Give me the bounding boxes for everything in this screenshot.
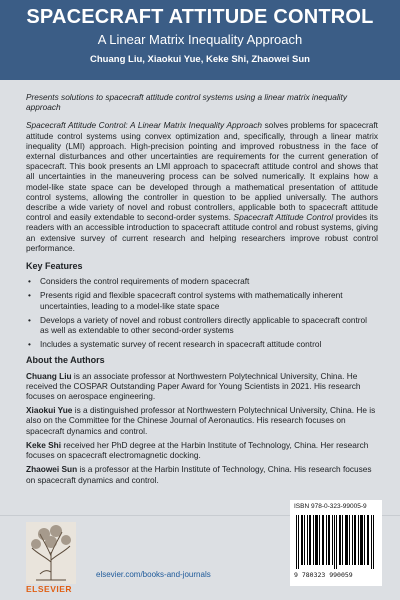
key-features-list — [26, 276, 378, 349]
publisher-url[interactable]: elsevier.com/books-and-journals — [96, 570, 211, 579]
isbn-number: ISBN 978-0-323-99005-9 — [294, 503, 367, 510]
author-bio-text: is a distinguished professor at Northwestern Polytechnical University, China. He is also on the Committee for the Chinese Journal of Aeronautics. His research focuses on spacecraft dynamics and control. — [26, 405, 376, 436]
key-features-heading: Key Features — [26, 261, 83, 272]
elsevier-tree-logo-icon — [26, 522, 76, 584]
author-list: Chuang Liu, Xiaokui Yue, Keke Shi, Zhaowei Sun — [90, 54, 310, 65]
back-cover-body — [26, 92, 378, 489]
author-bio — [26, 440, 378, 460]
isbn-barcode — [290, 500, 382, 586]
author-bio — [26, 464, 378, 484]
author-name: Keke Shi — [26, 439, 62, 450]
cover-header — [0, 0, 400, 80]
author-bio-text: is a professor at the Harbin Institute of Technology, China. His research focuses on spacecraft dynamics and control. — [26, 464, 372, 485]
description-book-title: Spacecraft Attitude Control: A Linear Matrix Inequality Approach — [26, 120, 262, 131]
barcode-digits: 9 780323 990059 — [294, 571, 353, 579]
feature-item: • Develops a variety of novel and robust controllers directly applicable to spacecraft control as well as extendable to other second-order systems — [26, 315, 378, 335]
author-name: Chuang Liu — [26, 370, 72, 381]
barcode-icon — [296, 515, 376, 569]
book-title: SPACECRAFT ATTITUDE CONTROL — [26, 6, 374, 28]
author-bio-text: received her PhD degree at the Harbin Institute of Technology, China. Her research focuses on spacecraft electromagnetic docking. — [26, 439, 369, 461]
author-bio — [26, 371, 378, 402]
book-subtitle: A Linear Matrix Inequality Approach — [97, 32, 303, 47]
description-part-1: solves problems for spacecraft attitude control systems using convex optimization and, specifically, through a linear matrix inequality (LMI) approach. High-precision pointing and improved robustness in the face of external disturbances and other uncertainties are requirements for the current generation of spacecraft. This book presents an LMI approach to spacecraft attitude control and shows that all uncertainties in the maneuvering process can be solved numerically. It explains how a model-like state space can be developed through a mathematical presentation of attitude control systems, allowing the controller in question to be applied universally. The authors describe a wide variety of novel and robust controllers, applicable both to spacecraft attitude control and easily extendable to second-order systems. — [26, 120, 378, 223]
author-bio — [26, 405, 378, 436]
tagline: Presents solutions to spacecraft attitude control systems using a linear matrix inequality approach — [26, 92, 347, 113]
author-name: Xiaokui Yue — [26, 405, 73, 416]
author-name: Zhaowei Sun — [26, 464, 78, 475]
description-part-2: provides its readers with an accessible introduction to spacecraft attitude control and robust systems, giving an extensive survey of current research and helping researchers improve robust control performance. — [26, 212, 378, 253]
author-bio-text: is an associate professor at Northwestern Polytechnical University, China. He received the COSPAR Outstanding Paper Award for Young Scientists in 2021. His research focuses on aerospace engineering. — [26, 370, 361, 402]
feature-item: • Considers the control requirements of modern spacecraft — [26, 276, 378, 286]
description — [26, 120, 378, 253]
about-authors-heading: About the Authors — [26, 355, 105, 366]
description-book-title-short: Spacecraft Attitude Control — [233, 212, 334, 223]
feature-item: • Presents rigid and flexible spacecraft control systems with mathematically inherent uncertainties, leading to a model-like state space — [26, 290, 378, 310]
feature-item: • Includes a systematic survey of recent research in spacecraft attitude control — [26, 339, 378, 349]
publisher-name: ELSEVIER — [26, 584, 73, 594]
